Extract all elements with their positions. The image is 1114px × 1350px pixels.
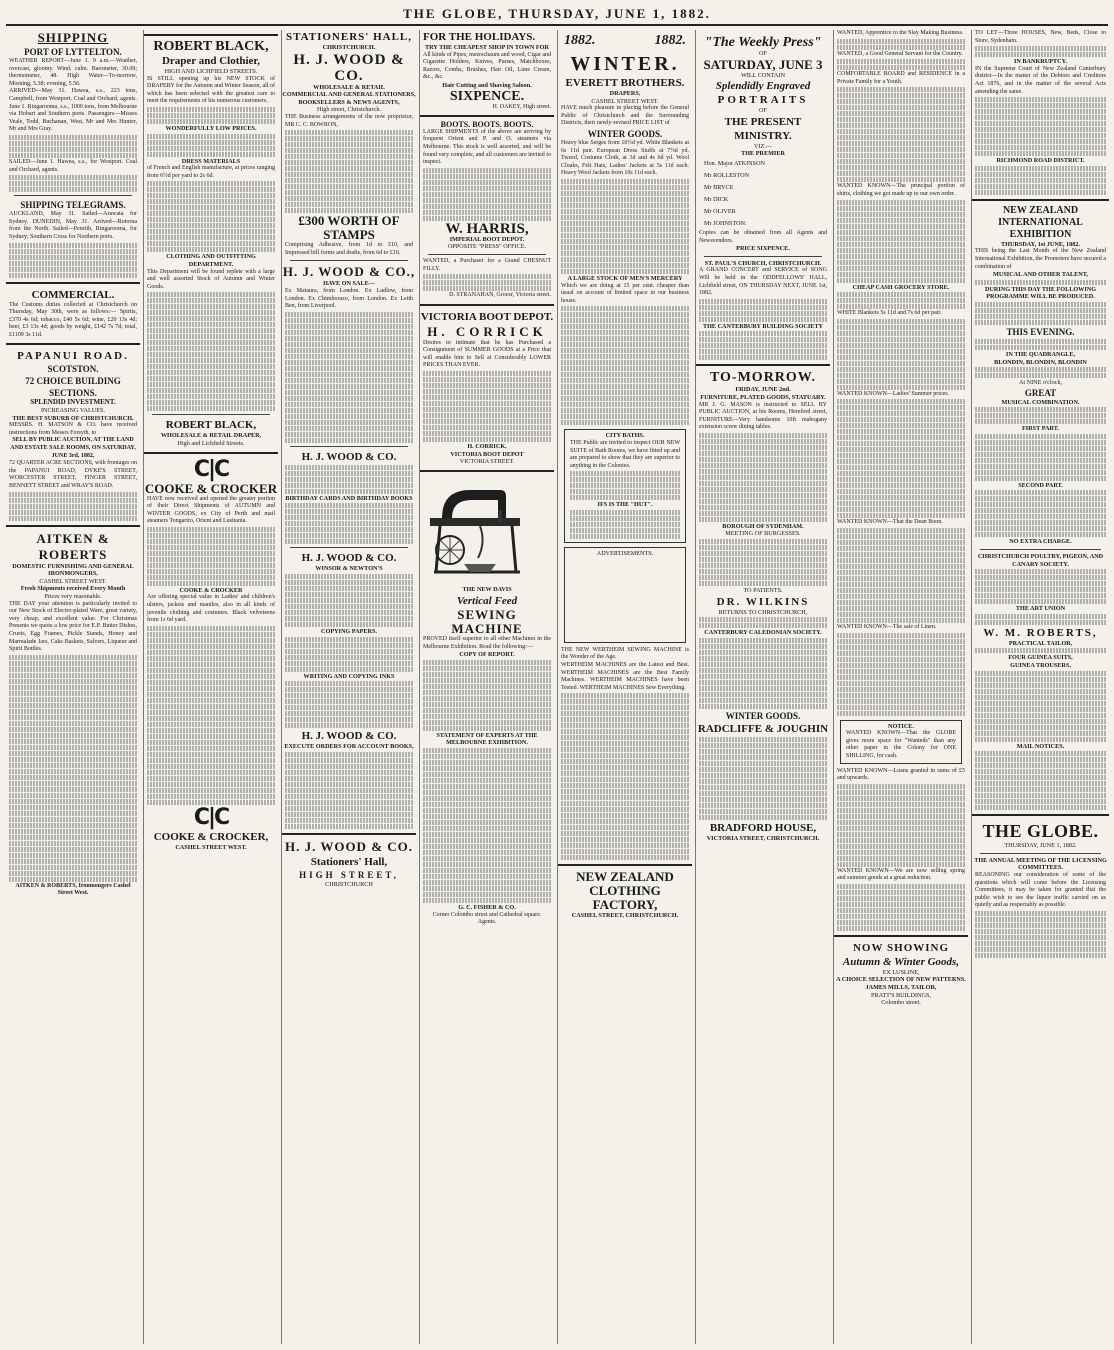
- minister-name: Mr JOHNSTON.: [704, 219, 747, 227]
- cash-grocery: CHEAP CASH GROCERY STORE.: [852, 283, 950, 291]
- furniture-text: MR J. G. MASON is instructed to SELL BY PUBLIC AUCTION, at his Rooms, Hereford street, FURNITURE—Very handsome 10ft mahogany extension screw dining tables.: [699, 401, 827, 431]
- birthday-cards: BIRTHDAY CARDS AND BIRTHDAY BOOKS: [285, 494, 413, 502]
- guinea-trousers: GUINEA TROUSERS,: [1010, 662, 1071, 670]
- blondin: BLONDIN, BLONDIN, BLONDIN: [994, 358, 1087, 366]
- radcliffe-joughin: RADCLIFFE & JOUGHIN: [697, 722, 829, 735]
- domestic-heading: DOMESTIC FURNISHING AND GENERAL IRONMONGERS,: [12, 562, 134, 578]
- pratts-buildings: PRATT'S BUILDINGS,: [871, 991, 931, 999]
- commercial-text: The Customs duties collected at Christchurch on Thursday, May 30th, were as follows:— Spirits, £370 4s 6d; tobacco, £40 5s 6d; wine, £20 13s 4d; beer, £3 13s 4d; goods by weight, £142 7s 7d; total, £1109 3s 11d.: [9, 301, 137, 338]
- sewing-machine-heading: SEWING MACHINE: [451, 607, 523, 637]
- city-baths: CITY BATHS.: [605, 432, 645, 440]
- try-heading: TRY THE CHEAPEST SHOP IN TOWN FOR: [425, 44, 549, 51]
- wood-heading-4: H. J. WOOD & CO.: [301, 552, 397, 565]
- cc-logo-1: C|C: [193, 456, 229, 482]
- choice-selection: A CHOICE SELECTION OF NEW PATTERNS.: [836, 976, 966, 984]
- annual-meeting: THE ANNUAL MEETING OF THE LICENSING COMMITTEES.: [974, 856, 1107, 872]
- splendid-investment: SPLENDID INVESTMENT.: [30, 398, 116, 407]
- aitken-signature: AITKEN & ROBERTS, Ironmongers Cashel Street West.: [15, 882, 131, 897]
- fisher: G. C. FISHER & CO.: [458, 904, 516, 911]
- harris-heading: W. HARRIS,: [445, 220, 529, 237]
- blank-box: [564, 547, 686, 643]
- of-label-2: OF: [759, 107, 767, 115]
- minister-name: Mr ROLLESTON: [704, 171, 750, 179]
- column-7: [833, 30, 968, 1344]
- weekly-press: "The Weekly Press": [704, 35, 822, 50]
- scotston-heading: SCOTSTON.: [47, 364, 99, 375]
- autumn-winter: Autumn & Winter Goods,: [842, 955, 960, 968]
- column-4: [419, 30, 554, 1344]
- annual-text: REASONING our consideration of some of the questions which will come before the Licensing Committees, it may be taken for granted that the public wish to see the liquor traffic carried on as quietly and as respectably as possible.: [975, 872, 1106, 909]
- bradford-house: BRADFORD HOUSE,: [709, 821, 817, 834]
- notice: NOTICE.: [888, 722, 914, 730]
- wanted-known-loans: WANTED KNOWN—Loans granted in sums of £5 and upwards.: [837, 767, 965, 782]
- wertheim-list: WERTHEIM MACHINES are the Latest and Best. WERTHEIM MACHINES are the Best Family Machines. WERTHEIM MACHINES have been Tested. WERTHEIM MACHINES Sew Everything.: [561, 662, 689, 691]
- column-1: [6, 30, 140, 1344]
- cashel-street: CASHEL STREET WEST.: [591, 97, 659, 105]
- wholesale-retail: WHOLESALE & RETAIL: [313, 83, 385, 91]
- dress-text: of French and English manufacture, at prices ranging from 6½d per yard to 2s 6d.: [147, 165, 275, 179]
- have-on-sale: HAVE ON SALE—: [323, 280, 375, 288]
- copies-text: Copies can be obtained from all Agents and Newsvendors.: [699, 229, 827, 244]
- wertheim-heading: THE NEW WERTHEIM SEWING MACHINE is the Wonder of the Age.: [561, 646, 689, 661]
- colombo-street: Colombo street.: [881, 999, 921, 1007]
- new-davis: THE NEW DAVIS: [462, 586, 512, 594]
- wanted-apprentice: WANTED, Apprentice to the Slay Making Business.: [837, 30, 964, 36]
- factory-address: CASHEL STREET, CHRISTCHURCH.: [571, 912, 679, 920]
- viz: VIZ.—: [753, 142, 773, 150]
- will-contain: WILL CONTAIN: [740, 71, 786, 79]
- cooke-text: HAVE now received and opened the greater portion of their Direct Shipments of AUTUMN and WINTER GOODS, ex City of Perth and mail steamers Tongariro, Orient and Lusitania.: [147, 495, 275, 525]
- wanted-known-3: WANTED KNOWN—The sale of Linen.: [837, 623, 937, 630]
- aitken-roberts-heading: AITKEN & ROBERTS: [36, 530, 110, 562]
- advertisements-label: ADVERTISEMENTS.: [596, 549, 654, 557]
- cashel-west: CASHEL STREET WEST.: [175, 843, 247, 851]
- minister-list: [696, 158, 830, 230]
- mail-notices: MAIL NOTICES.: [1016, 742, 1065, 750]
- year-row: [558, 30, 692, 52]
- dress-materials: DRESS MATERIALS: [181, 157, 241, 165]
- victoria-street-2: VICTORIA STREET, CHRISTCHURCH.: [706, 834, 820, 842]
- shipping-heading: SHIPPING: [37, 30, 109, 45]
- victoria-street: VICTORIA STREET.: [459, 458, 515, 466]
- building-society: THE CANTERBURY BUILDING SOCIETY: [702, 322, 824, 330]
- telegram-text: AUCKLAND, May 31. Sailed—Arawata for Sydney. DUNEDIN, May 31. Arrived—Rotorua from the North. Sailed—Penrith, Ringarooma, for Sydney; Southern Cross for Northern ports.: [9, 211, 137, 240]
- globe-date: THURSDAY, JUNE 1, 1882.: [1004, 842, 1077, 850]
- nz-clothing-factory: NEW ZEALAND CLOTHING FACTORY,: [576, 869, 674, 913]
- writing-inks: WRITING AND COPYING INKS: [303, 672, 395, 680]
- mens-mercery: A LARGE STOCK OF MEN'S MERCERY: [567, 274, 683, 282]
- holidays-heading: FOR THE HOLIDAYS.: [423, 31, 536, 43]
- wanted-known-2: WANTED KNOWN—That the Dean Boon.: [837, 519, 943, 526]
- newspaper-page: [6, 4, 1108, 1346]
- wood-heading-2: H. J. WOOD & CO.,: [282, 264, 416, 280]
- now-showing: NOW SHOWING: [852, 941, 950, 954]
- drapers: DRAPERS,: [609, 90, 641, 97]
- opposite-press: OPPOSITE "PRESS" OFFICE.: [447, 243, 527, 251]
- meeting-burgesses: MEETING OF BURGESSES.: [725, 530, 801, 538]
- no-extra-charge: NO EXTRA CHARGE.: [1009, 538, 1072, 546]
- nine-oclock: At NINE o'clock,: [1018, 379, 1063, 387]
- proved-text: PROVED itself superior to all other Machines in the Melbourne Exhibition. Read the following:—: [423, 636, 551, 650]
- choice-sections: 72 CHOICE BUILDING SECTIONS.: [25, 376, 121, 399]
- imperial-depot: IMPERIAL BOOT DEPOT.: [449, 235, 525, 243]
- prices-reasonable: Prices very reasonable.: [44, 592, 102, 600]
- cc-logo-2: C|C: [193, 804, 229, 830]
- during-programme: DURING THIS DAY THE FOLLOWING PROGRAMME WILL BE PRODUCED.: [984, 285, 1097, 301]
- richmond: RICHMOND ROAD DISTRICT.: [996, 157, 1085, 165]
- winter-goods: WINTER GOODS.: [587, 128, 663, 139]
- quarter-acre-text: 72 QUARTER ACRE SECTIONS, with frontages on the PAPANUI ROAD, DYKE'S STREET, WORCESTER STREET, FINGER STREET, BENNETT STREET and WRAY'S ROAD.: [9, 460, 137, 489]
- splendidly-engraved: Splendidly Engraved: [715, 80, 811, 93]
- to-patients: TO PATIENTS.: [743, 587, 783, 595]
- corrick-sign: H. CORRICK,: [467, 443, 507, 451]
- columns: [6, 30, 1108, 1344]
- matson-text: MESSRS. H. MATSON & CO. have received instructions from Messrs Forsyth, to: [9, 422, 137, 436]
- wood-heading-5: H. J. WOOD & CO.: [301, 730, 397, 743]
- boots-heading: BOOTS. BOOTS. BOOTS.: [440, 120, 534, 130]
- this-evening: THIS EVENING.: [1006, 326, 1075, 337]
- clothing-text: This Department will be found replete with a large and well assorted Stock of Autumn and Winter Goods.: [147, 268, 275, 290]
- returns: RETURNS TO CHRISTCHURCH,: [718, 608, 808, 616]
- draper-clothier: Draper and Clothier,: [161, 55, 261, 67]
- low-prices: WONDERFULLY LOW PRICES.: [165, 124, 257, 132]
- winsor-newton: WINSOR & NEWTON'S: [315, 565, 383, 573]
- practical-tailor: PRACTICAL TAILOR,: [1008, 639, 1073, 647]
- musical-combination: MUSICAL COMBINATION.: [1001, 398, 1080, 406]
- furniture: FURNITURE, PLATED GOODS, STATUARY.: [700, 393, 826, 401]
- departures: SAILED—June 1. Hawea, s.s., for Westport. Coal and Orchard, agents.: [9, 158, 137, 173]
- stranahan: D. STRANAHAN, Grocer, Victoria street.: [449, 292, 551, 299]
- minister-name: Mr BRYCE: [704, 183, 734, 191]
- vertical-feed: Vertical Feed: [456, 595, 518, 608]
- the-premier: THE PREMIER: [741, 150, 785, 158]
- cashel-street: CASHEL STREET WEST.: [39, 577, 107, 585]
- boots-text: LARGE SHIPMENTS of the above are arriving by frequent Orient and P. and O. steamers via Melbourne. This stock is well assorted, and will be found very complete, and all customers are invited to inspect.: [423, 128, 551, 166]
- rb-text: IS STILL opening up his NEW STOCK of DRAPERY for the Autumn and Winter Season, all of which has been selected with the greatest care to meet the requirements of his numerous customers.: [147, 75, 275, 105]
- column-3: [281, 30, 416, 1344]
- city-baths-text: THE Public are invited to inspect OUR NEW SUITE of Bath Rooms, we have fitted up and are prepared to show that they are superior to anything in the Colonies.: [570, 439, 680, 469]
- clothing-heading: CLOTHING AND OUTFITTING DEPARTMENT.: [166, 253, 256, 268]
- wood-heading: H. J. WOOD & CO.: [293, 51, 405, 84]
- cooke-crocker-footer: COOKE & CROCKER,: [153, 830, 269, 843]
- james-mills: JAMES MILLS, TAILOR,: [865, 984, 937, 992]
- try-text: All kinds of Pipes, meerschaum and wood, Cigar and Cigarette Holders, Knives, Purses, Matchboxes, Razors, Combs, Brushes, Hair Oil, Lime Cream, &c., &c.: [423, 51, 551, 81]
- goods-list: Heavy blue Serges from 10½d yd. White Blankets at 6s 11d pair. European Dress Stuffs at 7½d yd. Tweed, Costume Cloth, at 3d and 4s 6d yd. Wool Cloaks, Felt Hats, Ladies' Jackets at 5s 11d each. Heavy Wool Jackets from 10s 11d each.: [561, 139, 689, 177]
- four-guinea-suits: FOUR GUINEA SUITS,: [1008, 654, 1073, 662]
- wanted-known-1: WANTED KNOWN—The principal portion of shirts, clothing we got made up to our own order.: [837, 183, 965, 197]
- column-6: [695, 30, 830, 1344]
- corrick-text: Desires to intimate that he has Purchased a Consignment of SUMMER GOODS at a Price that will enable him to Sell at Considerably LOWER PRICES THAN EVER.: [423, 339, 551, 369]
- wanted-known-spring: WANTED KNOWN—We are now selling spring and summer goods at a great reduction.: [837, 867, 965, 882]
- copy-report: COPY OF REPORT.: [459, 651, 515, 659]
- column-2: [143, 30, 278, 1344]
- wood-heading-3: H. J. WOOD & CO.: [301, 450, 397, 463]
- concert-text: A GRAND CONCERT and SERVICE of SONG Will be held in the ODDFELLOWS' HALL, Lichfield street, ON THURSDAY NEXT, JUNE 1st, 1882.: [699, 267, 827, 297]
- ex-lusline: EX LUSLINE,: [882, 968, 920, 976]
- bankruptcy: IN BANKRUPTCY.: [1013, 58, 1068, 66]
- exhibition-date: THURSDAY, 1st JUNE, 1882.: [1001, 240, 1080, 248]
- stationers-hall-heading: STATIONERS' HALL,: [285, 31, 412, 43]
- year-left: 1882.: [564, 33, 596, 48]
- first-part: FIRST PART.: [1022, 425, 1059, 433]
- art-union: THE ART UNION: [1015, 605, 1066, 613]
- wanted-known-ladies: WANTED KNOWN—Ladies' Summer prices.: [837, 390, 950, 397]
- city-baths-box: [564, 429, 686, 543]
- wm-roberts: W. M. ROBERTS,: [983, 626, 1098, 639]
- board-residence: COMFORTABLE BOARD and RESIDENCE in a Private Family for a Youth.: [837, 71, 965, 85]
- sixpence: SIXPENCE.: [449, 88, 525, 104]
- have-text: Ex Mataura, from London. Ex Ludlow, from London. Ex Chimborazo, from London. Ex Leith Ben, from Liverpool.: [285, 287, 413, 310]
- shipping-telegrams-heading: SHIPPING TELEGRAMS.: [20, 200, 126, 211]
- everett-intro: HAVE much pleasure in placing before the General Public of Christchurch and the Surrounding Districts, their newly-revised PRICE LIST of: [561, 105, 689, 127]
- great: GREAT: [1024, 387, 1057, 398]
- to-let: TO LET—Three HOUSES, New, Beds, Close to Store, Sydenham.: [975, 30, 1106, 44]
- poultry-society: CHRISTCHURCH POULTRY, PIGEON, AND CANARY SOCIETY.: [977, 553, 1104, 568]
- column-5: [557, 30, 692, 1344]
- corrick-heading: H. CORRICK: [427, 323, 547, 339]
- rb-address: HIGH AND LICHFIELD STREETS.: [164, 68, 258, 75]
- stamps-text: Comprising Adhesive, from 1d to £10, and Impressed bill forms and drafts, from 6d to £10.: [285, 242, 413, 256]
- quadrangle: IN THE QUADRANGLE,: [1005, 350, 1076, 358]
- st-pauls: ST. PAUL'S CHURCH, CHRISTCHURCH.: [704, 259, 822, 267]
- winter-heading: WINTER.: [570, 53, 680, 75]
- execute-orders: EXECUTE ORDERS FOR ACCOUNT BOOKS,: [284, 743, 414, 751]
- ifs-hut: IFS IS THE "HUT".: [597, 501, 653, 509]
- best-suburb: THE BEST SUBURB OF CHRISTCHURCH.: [12, 414, 134, 422]
- copying-papers: COPYING PAPERS.: [321, 627, 377, 635]
- fisher-address: Corner Colombo street and Cathedral square. Agents.: [432, 911, 542, 926]
- the-globe-masthead: THE GLOBE.: [982, 821, 1099, 842]
- second-part: SECOND PART.: [1018, 481, 1063, 489]
- exhibition-intro: THIS being the Last Month of the New Zealand International Exhibition, the Promoters have secured a combination of: [975, 248, 1106, 270]
- saturday-june: SATURDAY, JUNE 3: [703, 56, 823, 72]
- christchurch-2: CHRISTCHURCH: [325, 880, 373, 888]
- robert-black-heading: ROBERT BLACK,: [153, 39, 269, 54]
- sale-notice: SELL BY PUBLIC AUCTION, AT THE LAND AND ESTATE SALE ROOMS, ON SATURDAY, JUNE 3rd, 1882,: [10, 437, 136, 459]
- mens-text: Which we are doing at 15 per cent. cheaper than usual on account of limited space in our business house.: [561, 282, 689, 304]
- robert-black-2: ROBERT BLACK,: [165, 419, 257, 432]
- price: PRICE SIXPENCE.: [736, 245, 790, 253]
- of-label: OF: [759, 50, 767, 57]
- minister-name: Mr OLIVER: [704, 207, 736, 215]
- wanted-servant: WANTED, a Good General Servant for the Country.: [837, 50, 963, 57]
- tomorrow: TO-MORROW.: [709, 370, 817, 386]
- experts-statement: STATEMENT OF EXPERTS AT THE MELBOURNE EXHIBITION.: [436, 731, 538, 747]
- port-heading: PORT OF LYTTELTON.: [24, 47, 122, 57]
- cc-section-heading: COOKE & CROCKER: [179, 586, 243, 594]
- vbd-sign: VICTORIA BOOT DEPOT: [450, 450, 524, 458]
- aitken-text: THE DAY your attention is particularly invited to our New Stock of Electro-plated Ware, great variety, very cheap, and excellent value. For Christmas Presents we quote a low price for E.P. Butter Dishes, Cruets, Egg Frames, Pickle Stands, Honey and Marmalade Jars, Cake Baskets, Salvers, Liqueur and Spirit Bottles.: [9, 600, 137, 653]
- everett-brothers: EVERETT BROTHERS.: [565, 77, 685, 89]
- booksellers: BOOKSELLERS & NEWS AGENTS,: [298, 98, 400, 106]
- increasing-values: INCREASING VALUES.: [40, 407, 106, 415]
- arrivals: ARRIVED—May 31. Hawea, s.s., 223 tons, Campbell, from Westport. Coal and Orchard, agents. June 1. Ringarooma, s.s., 1000 tons, from Melbourne via Hobart and Southern ports. Passengers—Misses Veale, Todd, Buchanan, West, Mr and Mrs Hunter, Mr and Mrs Gray.: [9, 88, 137, 133]
- victoria-boot-depot: VICTORIA BOOT DEPOT.: [420, 310, 554, 323]
- minister-name: Mr DICK: [704, 195, 729, 203]
- rb-streets: High and Lichfield Streets.: [177, 439, 245, 447]
- column-8: [971, 30, 1109, 1344]
- hair-cutting: Hair Cutting and Shaving Saloon.: [442, 81, 532, 89]
- year-right: 1882.: [654, 33, 686, 48]
- oakey: H. OAKEY, High street.: [492, 103, 551, 110]
- weather-report: WEATHER REPORT—June 1. 9 a.m.—Weather, overcast, gloomy. Wind, calm. Barometer, 30.09; thermometer, 48. High Water—To-morrow, Morning, 5.38; evening, 5.56.: [9, 58, 137, 87]
- commercial-heading: COMMERCIAL.: [31, 288, 115, 301]
- fresh-shipments: Fresh Shipments received Every Month: [20, 585, 126, 593]
- caledonian: CANTERBURY CALEDONIAN SOCIETY.: [704, 629, 822, 637]
- portraits: PORTRAITS: [717, 94, 809, 107]
- present-ministry: THE PRESENT MINISTRY.: [724, 115, 802, 142]
- bankruptcy-text: IN the Supreme Court of New Zealand Canterbury district—In the matter of the Debtors and Creditors Act 1876, and in the matter of the several Acts amending the same.: [975, 65, 1106, 95]
- nz-exhibition: NEW ZEALAND INTERNATIONAL EXHIBITION: [998, 204, 1083, 240]
- whites-blankets: WHITE Blankets 5s 11d and 7s 6d per pair.: [837, 310, 942, 317]
- wholesale-retail: WHOLESALE & RETAIL DRAPER,: [160, 432, 262, 440]
- high-street: High street, Christchurch.: [317, 106, 381, 114]
- winter-goods-2: WINTER GOODS.: [725, 710, 801, 721]
- minister-name: Hon. Major ATKINSON: [704, 159, 766, 167]
- papanui-heading: PAPANUI ROAD.: [17, 350, 129, 363]
- wanted-filly: WANTED, a Purchaser for a Grand CHESNUT FILLY.: [423, 257, 551, 272]
- wood-heading-6: H. J. WOOD & CO.: [284, 838, 414, 854]
- borough-sydenham: BOROUGH OF SYDENHAM.: [722, 522, 804, 530]
- musical-talent: MUSICAL AND OTHER TALENT,: [993, 271, 1088, 279]
- notice-box: [840, 720, 962, 764]
- intro-text: THE Business arrangements of the now proprietor, MR C. C. BOWRON,: [285, 113, 413, 128]
- christchurch: CHRISTCHURCH.: [322, 44, 376, 51]
- wanted-known-globe: WANTED KNOWN—That the GLOBE gives more space for "Wanteds" than any other paper in the Colony for ONE SHILLING, for cash.: [846, 730, 956, 759]
- cc-section-text: Are offering special value in Ladies' and children's ulsters, jackets and mantles, also in all kinds of juvenile clothing and costumes. Black velveteens from 1s 6d yard.: [147, 594, 275, 624]
- commercial-stationers: COMMERCIAL AND GENERAL STATIONERS,: [282, 91, 416, 99]
- high-street-2: HIGH STREET,: [299, 869, 399, 880]
- stationers-hall-2: Stationers' Hall,: [310, 855, 388, 868]
- masthead: THE GLOBE, THURSDAY, JUNE 1, 1882.: [6, 4, 1108, 26]
- stamps-heading: £300 WORTH OF STAMPS: [298, 213, 400, 243]
- cooke-crocker-heading: COOKE & CROCKER: [144, 480, 278, 496]
- friday: FRIDAY, JUNE 2nd.: [735, 386, 791, 394]
- sewing-machine-illustration: [420, 480, 530, 580]
- dr-wilkins: DR. WILKINS: [716, 595, 810, 608]
